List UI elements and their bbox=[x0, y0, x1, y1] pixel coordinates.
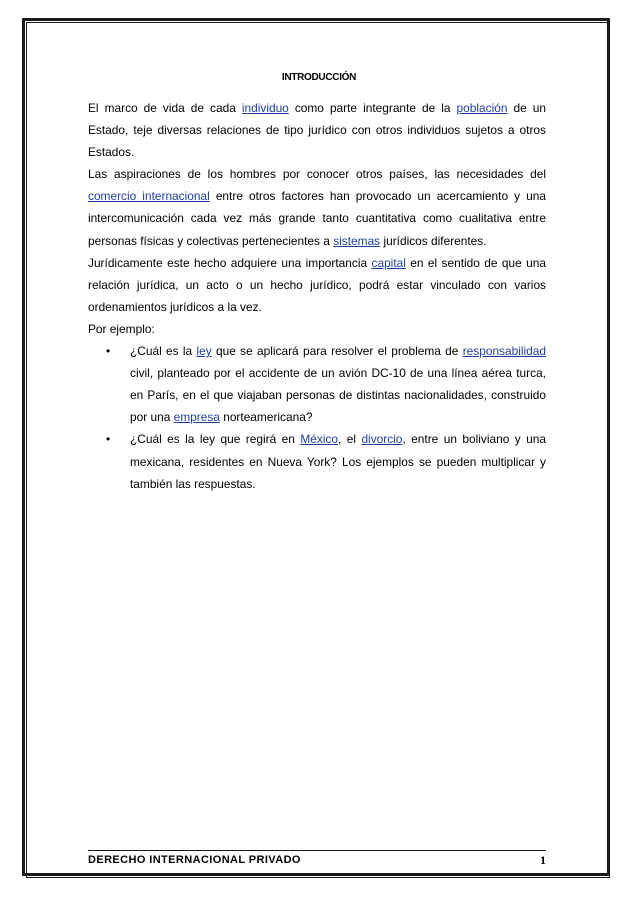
page-number: 1 bbox=[540, 853, 546, 867]
bullet-icon: • bbox=[106, 344, 111, 359]
paragraph-text: entre otros factores han provocado un acercamiento y una intercomunicación cada vez más grande tanto cuantitativa como cualitativa entre personas físicas y colectivas pertenecientes a bbox=[88, 189, 547, 248]
link-responsabilidad[interactable]: responsabilidad bbox=[462, 344, 546, 359]
example-list bbox=[88, 340, 546, 495]
link-individuo[interactable]: individuo bbox=[241, 101, 289, 115]
paragraph-text: jurídicos diferentes. bbox=[380, 233, 487, 248]
bullet-icon: • bbox=[106, 432, 111, 447]
paragraph-text: El marco de vida de cada bbox=[88, 101, 242, 115]
link-capital[interactable]: capital bbox=[371, 255, 406, 270]
list-item bbox=[88, 428, 546, 494]
paragraph-4: Por ejemplo: bbox=[88, 321, 155, 336]
link-mexico[interactable]: México bbox=[300, 432, 338, 447]
link-empresa[interactable]: empresa bbox=[173, 410, 220, 425]
page-footer bbox=[88, 850, 546, 869]
paragraph-1 bbox=[88, 97, 546, 163]
list-item-text: , entre un boliviano y una mexicana, residentes en Nueva York? Los ejemplos se pueden multiplicar y también las respuestas. bbox=[130, 432, 546, 491]
paragraph-text: de un Estado, teje diversas relaciones de tipo jurídico con otros individuos sujetos a otros Estados. bbox=[88, 101, 546, 160]
link-comercio-internacional[interactable]: comercio internacional bbox=[88, 189, 210, 204]
list-item-text: ¿Cuál es la bbox=[130, 344, 197, 359]
document-body bbox=[88, 97, 546, 495]
list-item bbox=[88, 340, 546, 428]
paragraph-text: Jurídicamente este hecho adquiere una importancia bbox=[88, 255, 372, 270]
paragraph-3 bbox=[88, 252, 546, 318]
paragraph-2 bbox=[88, 163, 546, 251]
list-item-text: , el bbox=[337, 432, 362, 447]
footer-title: DERECHO INTERNACIONAL PRIVADO bbox=[88, 854, 301, 866]
paragraph-text: como parte integrante de la bbox=[288, 101, 457, 115]
link-poblacion[interactable]: población bbox=[456, 101, 508, 115]
link-divorcio[interactable]: divorcio bbox=[361, 432, 403, 447]
paragraph-text: en el sentido de que una relación jurídica, un acto o un hecho jurídico, podrá estar vinculado con varios ordenamientos jurídicos a la vez. bbox=[88, 255, 546, 314]
link-sistemas[interactable]: sistemas bbox=[333, 233, 381, 248]
link-ley[interactable]: ley bbox=[196, 344, 212, 359]
list-item-text: norteamericana? bbox=[219, 410, 313, 425]
page-title: INTRODUCCIÓN bbox=[281, 72, 357, 83]
list-item-text: que se aplicará para resolver el problema de bbox=[211, 344, 463, 359]
paragraph-text: Las aspiraciones de los hombres por conocer otros países, las necesidades del bbox=[88, 167, 546, 182]
list-item-text: civil, planteado por el accidente de un avión DC-10 de una línea aérea turca, en París, en el que viajaban personas de distintas nacionalidades, construido por una bbox=[130, 366, 546, 425]
list-item-text: ¿Cuál es la ley que regirá en bbox=[130, 432, 301, 447]
